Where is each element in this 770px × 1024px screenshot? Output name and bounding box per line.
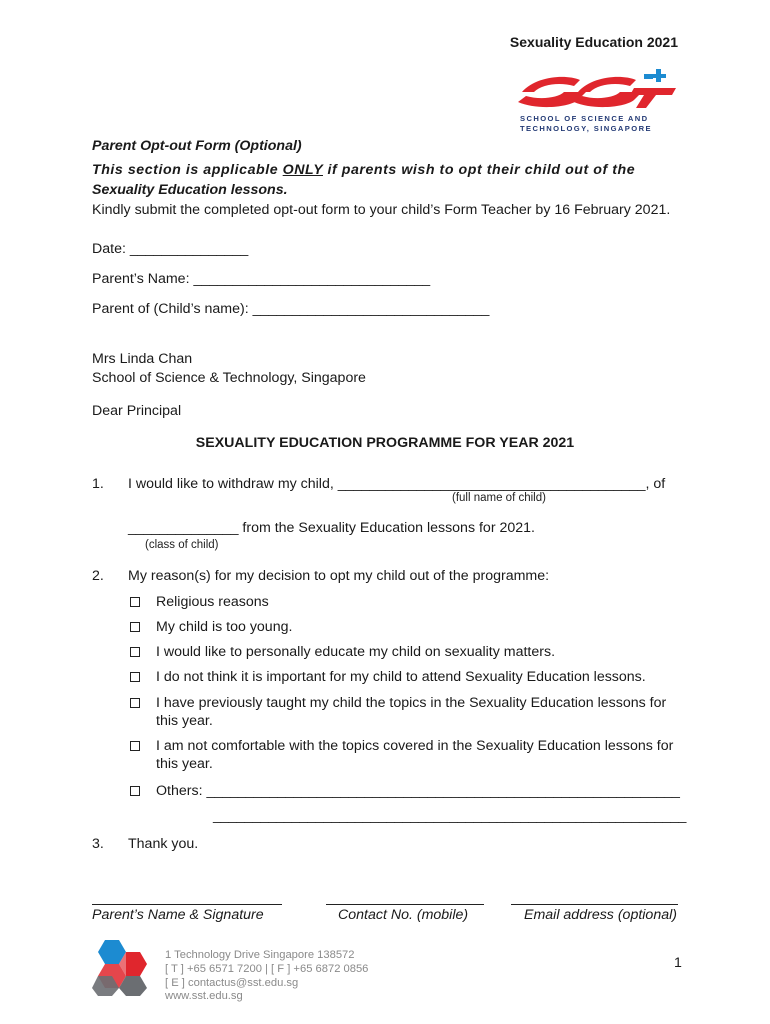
checkbox-not-important[interactable] [130,672,140,682]
checkbox-religious[interactable] [130,597,140,607]
option-not-important: I do not think it is important for my child to attend Sexuality Education lessons. [156,669,646,685]
item-1-text-2: ______________ from the Sexuality Education lessons for 2021. [128,520,535,536]
item-2-number: 2. [92,568,104,584]
option-too-young: My child is too young. [156,619,293,635]
letter-title: SEXUALITY EDUCATION PROGRAMME FOR YEAR 2021 [195,435,575,451]
form-title: Parent Opt-out Form (Optional) [92,138,302,154]
parent-name-blank: ______________________________ [193,271,431,287]
item-1-hint-child-name: (full name of child) [452,492,546,504]
addressee-name: Mrs Linda Chan [92,351,193,367]
page-number: 1 [674,955,682,971]
contact-label: Contact No. (mobile) [338,907,469,923]
addressee-org: School of Science & Technology, Singapore [92,370,366,386]
checkbox-personally-educate[interactable] [130,647,140,657]
child-name-field[interactable] [92,301,489,317]
contact-line[interactable] [326,904,484,905]
item-3-text: Thank you. [128,836,199,852]
option-personally-educate: I would like to personally educate my child on sexuality matters. [156,644,556,660]
option-others: Others: ____________________________________________________________ [156,783,680,799]
item-2-text: My reason(s) for my decision to opt my child out of the programme: [128,568,550,584]
signature-line[interactable] [92,904,282,905]
date-field[interactable] [92,241,248,257]
checkbox-too-young[interactable] [130,622,140,632]
footer-address: 1 Technology Drive Singapore 138572 [165,949,355,961]
option-previously-taught: I have previously taught my child the topics in the Sexuality Education lessons for this year. [156,695,667,729]
footer-contact [165,949,368,1004]
checkbox-others[interactable] [130,786,140,796]
child-name-blank: ______________________________ [252,301,490,317]
footer-email[interactable]: [ E ] contactus@sst.edu.sg [165,976,299,989]
form-instruction: Kindly submit the completed opt-out form to your child’s Form Teacher by 16 February 2021. [92,202,671,218]
form-intro-b: if parents wish to opt their child out of the [322,162,636,178]
option-not-comfortable: I am not comfortable with the topics covered in the Sexuality Education lessons for this year. [156,738,674,772]
footer-phone: [ T ] +65 6571 7200 | [ F ] +65 6872 0856 [165,962,369,975]
signature-label: Parent’s Name & Signature [92,907,264,923]
salutation: Dear Principal [92,403,182,419]
sst-logo-mark [516,68,682,114]
form-intro-only: ONLY [282,162,323,178]
date-blank: _______________ [129,241,249,257]
header-title: Sexuality Education 2021 [509,34,678,50]
footer-web[interactable]: www.sst.edu.sg [165,990,243,1003]
email-line[interactable] [511,904,678,905]
others-line-2[interactable]: ____________________________________________________________ [213,808,687,824]
form-intro-continued: Sexuality Education lessons. [92,182,288,198]
item-1-number: 1. [92,476,104,492]
logo-line-2-text: TECHNOLOGY, SINGAPORE [520,124,652,133]
sst-logo [516,68,682,134]
logo-line-1: SCHOOL OF SCIENCE AND [520,114,649,123]
item-1-hint-class: (class of child) [145,539,219,551]
item-3-number: 3. [92,836,104,852]
parent-name-label: Parent’s Name: [92,271,190,287]
form-intro [92,162,635,178]
checkbox-previously-taught[interactable] [130,698,140,708]
item-1-text: I would like to withdraw my child, _______________________________________, of [128,476,666,492]
parent-name-field[interactable] [92,271,430,287]
logo-line-2 [520,124,652,133]
email-label: Email address (optional) [524,907,677,923]
form-intro-a: This section is applicable [92,162,283,178]
checkbox-not-comfortable[interactable] [130,741,140,751]
child-name-label: Parent of (Child’s name): [92,301,249,317]
option-religious: Religious reasons [156,594,269,610]
hexagon-logo-icon [92,938,154,996]
date-label: Date: [92,241,126,257]
